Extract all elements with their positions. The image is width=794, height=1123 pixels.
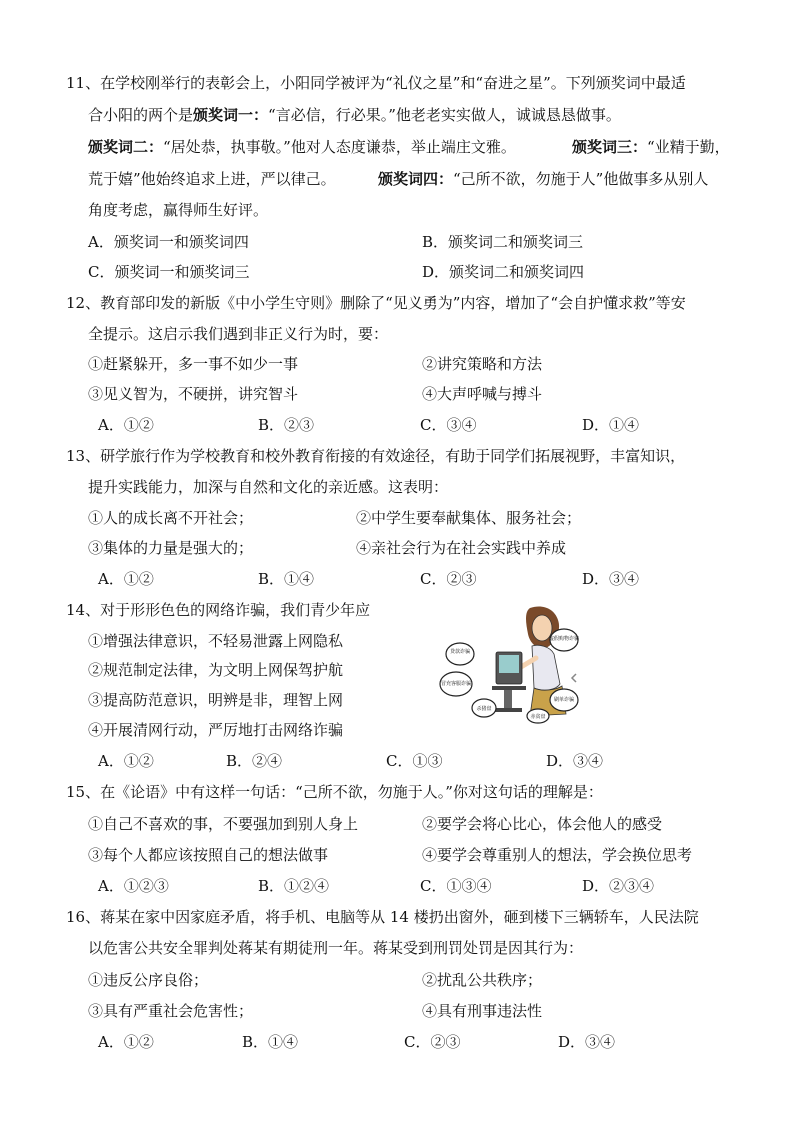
q15-option-a[interactable]: A．①②③ — [98, 877, 169, 895]
q12-stem-line-2: 全提示。这启示我们遇到非正义行为时，要： — [88, 325, 389, 343]
award-text-4: “己所不欲，勿施于人”他做事多从别人 — [453, 170, 709, 188]
q13-stem-line-2: 提升实践能力，加深与自然和文化的亲近感。这表明： — [88, 478, 449, 496]
q11-awards-line-3b — [572, 137, 730, 157]
q16-item-2: ②扰乱公共秩序； — [422, 971, 543, 989]
bubble-label: 贷款诈骗 — [449, 649, 471, 655]
computer-icon — [492, 652, 526, 712]
q14-item-1: ①增强法律意识，不轻易泄露上网隐私 — [88, 632, 344, 650]
q12-option-a[interactable]: A．①② — [98, 416, 154, 434]
bubble-brushing-fraud — [550, 689, 578, 711]
q13-item-1: ①人的成长离不开社会； — [88, 509, 254, 527]
award-label-4: 颁奖词四： — [378, 170, 454, 188]
q15-option-c[interactable]: C．①③④ — [420, 877, 492, 895]
bubble-label: 冒充客服诈骗 — [440, 681, 472, 687]
q11-stem-line-1: 11、在学校刚举行的表彰会上，小阳同学被评为“礼仪之星”和“奋进之星”。下列颁奖词中最适 — [66, 74, 686, 92]
q15-stem-line-1: 15、在《论语》中有这样一句话：“己所不欲，勿施于人。”你对这句话的理解是： — [66, 783, 603, 801]
award-label-1: 颁奖词一： — [193, 106, 269, 124]
q14-stem-line-1: 14、对于形形色色的网络诈骗，我们青少年应 — [66, 601, 371, 619]
q14-option-b[interactable]: B．②④ — [226, 752, 283, 770]
q16-option-c[interactable]: C．②③ — [404, 1033, 461, 1051]
q16-item-4: ④具有刑事违法性 — [422, 1002, 543, 1020]
q12-item-1: ①赶紧躲开，多一事不如少一事 — [88, 355, 299, 373]
q13-item-4: ④亲社会行为在社会实践中养成 — [356, 539, 567, 557]
q13-option-d[interactable]: D．③④ — [582, 570, 640, 588]
q11-option-c[interactable]: C．颁奖词一和颁奖词三 — [88, 263, 250, 281]
q14-option-a[interactable]: A．①② — [98, 752, 154, 770]
q11-stem-line-2 — [88, 105, 621, 125]
q11-option-d[interactable]: D．颁奖词二和颁奖词四 — [422, 263, 585, 281]
award-text-2: “居处恭，执事敬。”他对人态度谦恭，举止端庄文雅。 — [163, 138, 516, 156]
q14-item-2: ②规范制定法律，为文明上网保驾护航 — [88, 661, 344, 679]
q11-option-b[interactable]: B．颁奖词二和颁奖词三 — [422, 233, 584, 251]
q11-awards-line-4b — [378, 169, 708, 189]
bubble-service-fraud — [440, 672, 472, 696]
q15-option-d[interactable]: D．②③④ — [582, 877, 655, 895]
q12-item-4: ④大声呼喊与搏斗 — [422, 385, 543, 403]
q13-option-a[interactable]: A．①② — [98, 570, 154, 588]
q12-item-2: ②讲究策略和方法 — [422, 355, 543, 373]
award-text-1: “言必信，行必果。”他老老实实做人，诚诚恳恳做事。 — [268, 106, 621, 124]
q13-option-c[interactable]: C．②③ — [420, 570, 477, 588]
bubble-loan-fraud — [446, 643, 474, 665]
q12-item-3: ③见义智为，不硬拼，讲究智斗 — [88, 385, 299, 403]
bubble-label: 刷单诈骗 — [553, 697, 575, 703]
q13-item-2: ②中学生要奉献集体、服务社会； — [356, 509, 582, 527]
q16-option-d[interactable]: D．③④ — [558, 1033, 616, 1051]
q16-item-1: ①违反公序良俗； — [88, 971, 209, 989]
q12-option-b[interactable]: B．②③ — [258, 416, 315, 434]
q11-option-a[interactable]: A．颁奖词一和颁奖词四 — [88, 233, 249, 251]
q14-option-d[interactable]: D．③④ — [546, 752, 604, 770]
bubble-label: 杀猪盘 — [476, 706, 492, 712]
q15-item-2: ②要学会将心比心，体会他人的感受 — [422, 815, 663, 833]
q16-option-b[interactable]: B．①④ — [242, 1033, 299, 1051]
q15-item-1: ①自己不喜欢的事，不要强加到别人身上 — [88, 815, 359, 833]
q13-stem-line-1: 13、研学旅行作为学校教育和校外教育衔接的有效途径，有助于同学们拓展视野，丰富知识， — [66, 447, 686, 465]
q11-awards-line-5: 角度考虑，赢得师生好评。 — [88, 201, 269, 219]
q11-awards-line-3 — [88, 137, 516, 157]
q15-option-b[interactable]: B．①②④ — [258, 877, 330, 895]
award-text-3b: 荒于嬉”他始终追求上进，严以律己。 — [88, 170, 336, 188]
q16-stem-line-2: 以危害公共安全罪判处蒋某有期徒刑一年。蒋某受到刑罚处罚是因其行为： — [88, 939, 584, 957]
q11-awards-line-4 — [88, 169, 336, 189]
q14-item-3: ③提高防范意识，明辨是非，理智上网 — [88, 691, 344, 709]
award-label-2: 颁奖词二： — [88, 138, 164, 156]
q11-stem-text: 合小阳的两个是 — [88, 106, 194, 124]
q15-item-4: ④要学会尊重别人的想法，学会换位思考 — [422, 846, 693, 864]
bubble-label: 赤贫盘 — [530, 714, 546, 720]
q16-option-a[interactable]: A．①② — [98, 1033, 154, 1051]
q15-item-3: ③每个人都应该按照自己的想法做事 — [88, 846, 329, 864]
q16-item-3: ③具有严重社会危害性； — [88, 1002, 254, 1020]
bubble-label: 虚假购物诈骗 — [548, 636, 580, 642]
award-label-3: 颁奖词三： — [572, 138, 648, 156]
bubble-shopping-fraud — [549, 629, 579, 651]
q14-option-c[interactable]: C．①③ — [386, 752, 443, 770]
q13-item-3: ③集体的力量是强大的； — [88, 539, 254, 557]
fraud-illustration — [438, 604, 580, 724]
q14-item-4: ④开展清网行动，严厉地打击网络诈骗 — [88, 721, 344, 739]
chevron-right-icon — [572, 674, 576, 682]
q16-stem-line-1: 16、蒋某在家中因家庭矛盾，将手机、电脑等从 14 楼扔出窗外，砸到楼下三辆轿车，人民法院 — [66, 908, 699, 926]
q12-stem-line-1: 12、教育部印发的新版《中小学生守则》删除了“见义勇为”内容，增加了“会自护懂求救”等安 — [66, 294, 686, 312]
q12-option-c[interactable]: C．③④ — [420, 416, 477, 434]
bubble-pig-butchering — [472, 699, 496, 717]
q12-option-d[interactable]: D．①④ — [582, 416, 640, 434]
q13-option-b[interactable]: B．①④ — [258, 570, 315, 588]
bubble-poverty-scam — [527, 709, 549, 723]
award-text-3a: “业精于勤， — [647, 138, 730, 156]
